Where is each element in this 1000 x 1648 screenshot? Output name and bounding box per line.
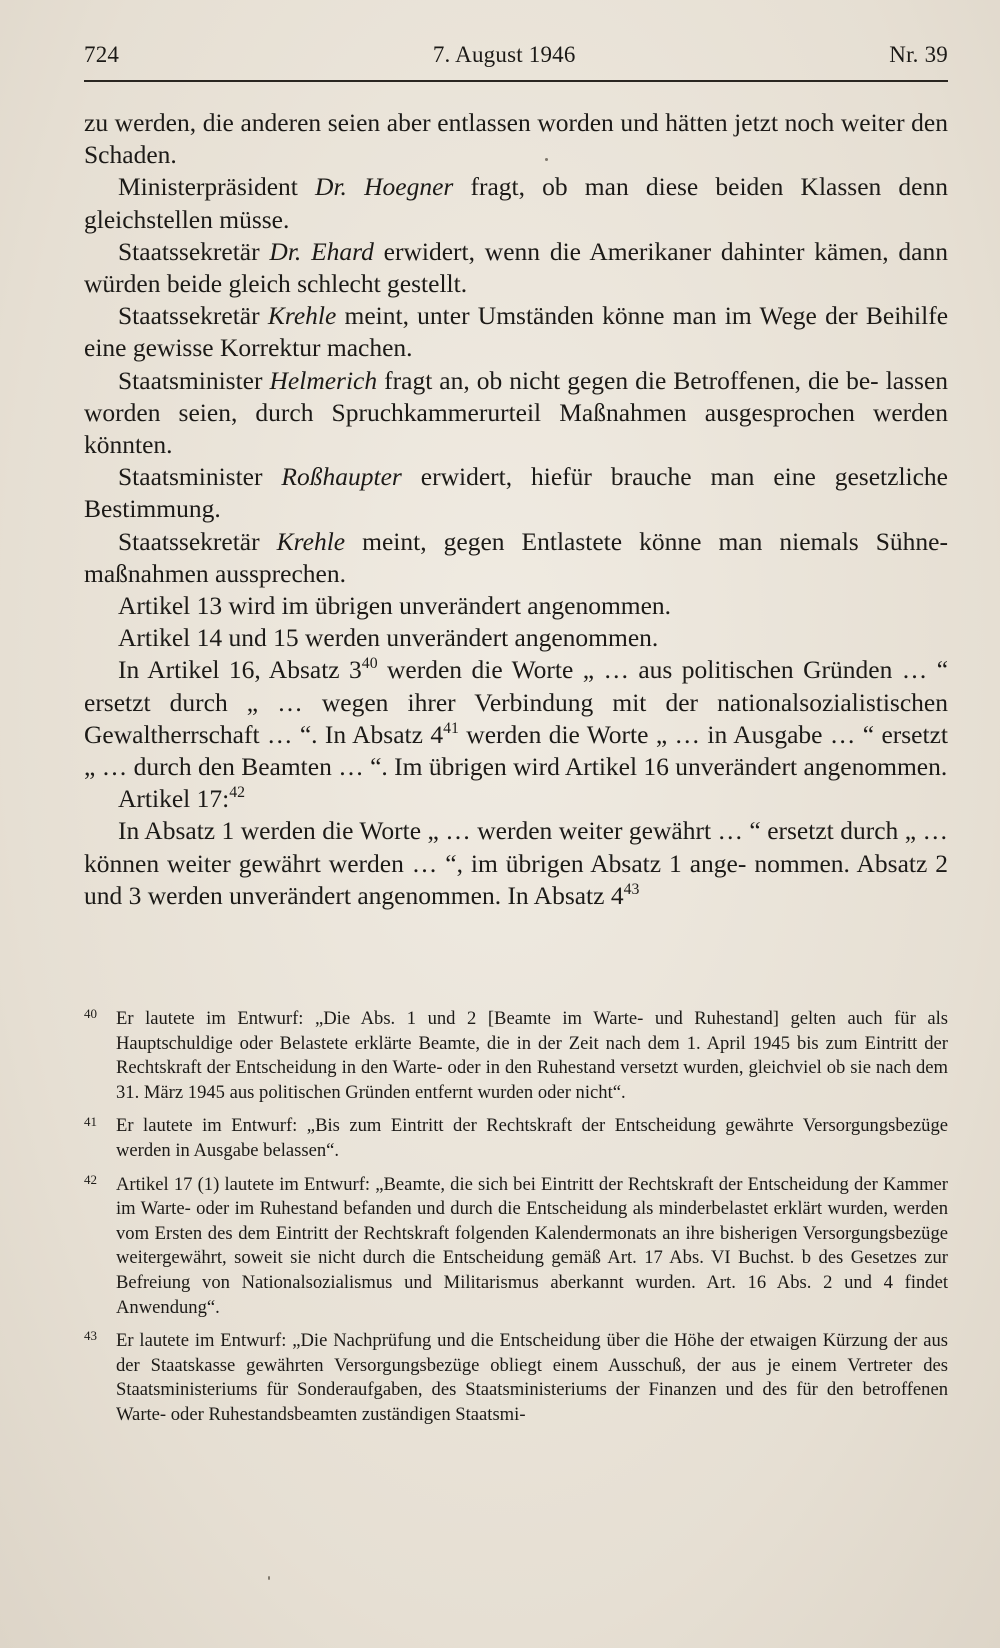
page-number: 724 [84,42,120,67]
header-date: 7. August 1946 [432,42,576,67]
footnote-ref[interactable]: 42 [229,784,245,802]
paragraph [84,622,948,654]
speaker-title: Staatssekretär [118,301,268,331]
running-header [84,42,948,78]
footnote-41: 41 Er lautete im Entwurf: „Bis zum Eintritt der Rechtskraft der Entscheidung gewährte Versorgungsbezüge werden in Ausgabe belassen“. [84,1113,948,1161]
speaker-name: Dr. Hoegner [315,172,454,202]
text-line: angenommen. [803,752,948,782]
text-line: zu werden, die anderen seien aber entlassen worden und hätten jetzt noch [84,108,835,137]
paper-speck [545,158,548,161]
speaker-name: Helmerich [269,365,378,395]
speaker-name: Krehle [276,526,346,556]
paragraph [84,783,948,815]
text-span: fragt an, ob nicht gegen die Betroffenen, die be- [377,365,879,395]
paragraph [84,171,948,235]
footnote-42: 42 Artikel 17 (1) lautete im Entwurf: „Beamte, die sich bei Eintritt der Rechtskraft der Entscheidung der Kammer im Warte- oder im Ruhestand befanden und durch die Entscheidung als minderbelastet erklärt wurden, werden vom Ersten des dem Eintritt der Rechtskraft folgenden Kalendermonats an ihre bisherigen Versorgungsbezüge weitergewährt, soweit sie nicht durch die Entscheidung gemäß Art. 17 Abs. VI Buchst. b des Gesetzes zur Befreiung von Nationalsozialismus und Militarismus aberkannt wurden. Art. 16 Abs. 2 und 4 findet Anwendung“. [84,1171,948,1318]
footnote-40: 40 Er lautete im Entwurf: „Die Abs. 1 und 2 [Beamte im Warte- und Ruhestand] gelten auch für als Hauptschuldige oder Belastete erklärte Beamte, die in der Zeit nach dem 1. April 1945 bis zum Eintritt der Rechtskraft der Entscheidung in den Warte- oder in den Ruhestand versetzt wurden, gleichviel ob sie nach dem 31. März 1945 aus politischen Gründen entfernt wurden oder nicht“. [84,1006,948,1103]
speaker-title: Ministerpräsident [118,172,316,202]
footnotes [84,1007,948,1437]
footnote-ref[interactable]: 41 [443,720,459,738]
text-line: ersetzt „ … durch den Beamten … “. Im übrigen wird Artikel 16 unverändert [84,719,948,782]
speaker-title: Staatsminister [118,365,270,395]
paragraph [84,300,948,364]
text-span: meint, gegen Entlastete könne man niemals Sühne- [345,526,948,556]
speaker-name: Dr. Ehard [269,236,374,266]
text-span: fragt, ob man diese beiden Klassen denn [453,172,948,202]
header-rule [84,80,948,82]
speaker-title: Staatssekretär [118,236,270,266]
speaker-title: Staatsminister [118,462,282,492]
text-line: weiter den Schaden. [84,108,948,170]
text-line: gleichstellen müsse. [84,204,290,234]
text-span: Artikel 17: [118,784,230,814]
paper-speck [268,1576,270,1580]
paragraph [84,590,948,622]
paragraph [84,461,948,525]
paragraph [84,815,948,912]
text-line: dann würden beide gleich schlecht gestellt. [84,236,948,299]
footnote-ref[interactable]: 43 [623,881,640,899]
footnote-text: Artikel 17 (1) lautete im Entwurf: „Beamte, die sich bei Eintritt der Rechtskraft der Entscheidung der Kammer im Warte- oder im Ruhestand befanden und durch die Entscheidung als minderbelastet erklärt wurden, werden vom Ersten des dem Eintritt der Rechtskraft folgenden Kalendermonats an ihre bisherigen Versorgungsbezüge weitergewährt, soweit sie nicht durch die Entscheidung gemäß Art. 17 Abs. VI Buchst. b des Gesetzes zur Befreiung von Nationalsozialismus und Militarismus aberkannt wurden. Art. 16 Abs. 2 und 4 findet Anwendung“. [116,1173,948,1318]
paragraph [84,107,948,171]
footnote-text: Er lautete im Entwurf: „Bis zum Eintritt der Rechtskraft der Entscheidung gewährte Versorgungsbezüge werden in Ausgabe belassen“. [116,1115,948,1161]
footnote-text: Er lautete im Entwurf: „Die Abs. 1 und 2 [Beamte im Warte- und Ruhestand] gelten auch für als Hauptschuldige oder Belastete erklärte Beamte, die in der Zeit nach dem 1. April 1945 bis zum Eintritt der Rechtskraft der Entscheidung in den Warte- oder in den Ruhestand versetzt wurden, gleichviel ob sie nach dem 31. März 1945 aus politischen Gründen entfernt wurden oder nicht“. [116,1008,948,1103]
text-span: erwidert, wenn die Amerikaner dahinter kämen, [373,236,889,266]
paragraph [84,654,948,783]
text-span: In Artikel 16, Absatz 3 [118,655,362,685]
text-span: erwidert, hiefür brauche man eine gesetzliche [401,462,948,492]
text-span: werden die Worte „ … in Ausgabe … “ [458,719,875,749]
text-line: maßnahmen aussprechen. [84,558,346,588]
text-line: Beihilfe eine gewisse Korrektur machen. [84,301,949,363]
footnote-43: 43 Er lautete im Entwurf: „Die Nachprüfung und die Entscheidung über die Höhe der etwaigen Kürzung der aus der Staatskasse gewährten Versorgungsbezüge obliegt einem Ausschuß, der aus je einem Vertreter des Staatsministeriums für Sonderaufgaben, des Staatsministeriums der Finanzen und des für den betroffenen Warte- oder Ruhestandsbeamten zuständigen Staatsmi- [84,1328,948,1425]
speaker-name: Krehle [267,301,337,331]
text-line: lassen worden seien, durch Spruchkammerurteil Maßnahmen ausgesprochen [84,365,949,427]
text-line: Bestimmung. [84,494,221,524]
text-span: werden die Worte „ … aus politischen Gründen [377,655,893,685]
speaker-title: Staatssekretär [118,526,277,556]
text-line: durch „ … können weiter gewährt werden … “, im übrigen Absatz 1 ange- [84,816,948,878]
paragraph [84,365,948,462]
text-span: Gewaltherrschaft … “. In Absatz 4 [84,719,444,749]
speaker-name: Roßhaupter [281,462,402,492]
footnote-ref[interactable]: 40 [361,655,378,673]
text-line: In Absatz 1 werden die Worte „ … werden weiter gewährt … “ ersetzt [118,816,834,846]
text-span: meint, unter Umständen könne man im Wege der [336,301,858,331]
text-line: … “ ersetzt durch „ … wegen ihrer Verbindung mit der nationalsozialistischen [84,655,949,717]
text-line: Artikel 13 wird im übrigen unverändert angenommen. [118,591,672,621]
paragraph [84,236,948,300]
text-line: werden könnten. [84,397,948,460]
footnote-text: Er lautete im Entwurf: „Die Nachprüfung und die Entscheidung über die Höhe der etwaigen Kürzung der aus der Staatskasse gewährten Versorgungsbezüge obliegt einem Ausschuß, der aus je einem Vertreter des Staatsministeriums für Sonderaufgaben, des Staatsministeriums der Finanzen und des für den betroffenen Warte- oder Ruhestandsbeamten zuständigen Staatsmi- [116,1330,948,1425]
paragraph [84,526,948,590]
issue-number: Nr. 39 [889,42,948,67]
text-line: Artikel 14 und 15 werden unverändert angenommen. [118,623,659,653]
body-text [84,107,948,912]
text-span: nommen. Absatz 2 und 3 werden unverändert angenommen. In Absatz 4 [84,848,948,910]
